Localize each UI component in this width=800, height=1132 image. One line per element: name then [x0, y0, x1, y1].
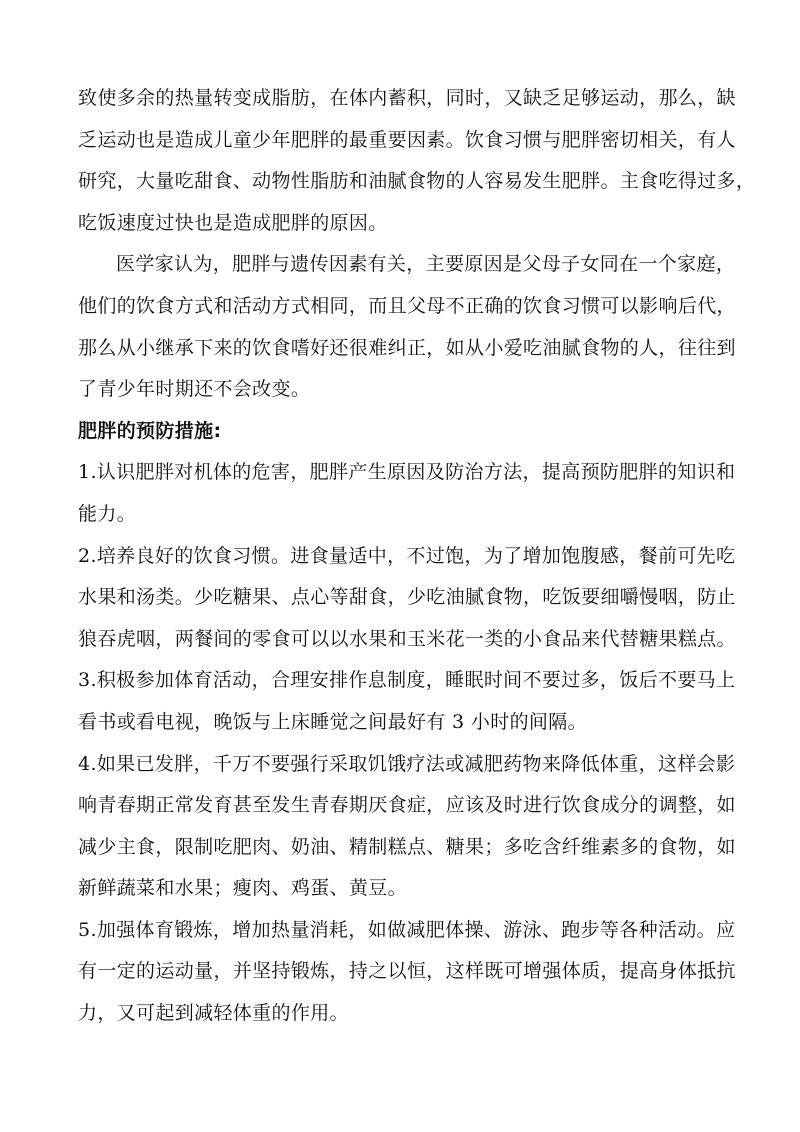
text-line: 研究，大量吃甜食、动物性脂肪和油腻食物的人容易发生肥胖。主食吃得过多， — [78, 170, 756, 193]
text-line: 致使多余的热量转变成脂肪，在体内蓄积，同时，又缺乏足够运动，那么，缺 — [78, 87, 736, 109]
text-line: 4.如果已发胖，千万不要强行采取饥饿疗法或减肥药物来降低体重，这样会影 — [78, 752, 736, 775]
text-line: 力，又可起到减轻体重的作用。 — [78, 1002, 349, 1025]
document-body — [78, 78, 756, 1035]
text-line: 看书或看电视，晚饭与上床睡觉之间最好有 3 小时的间隔。 — [78, 710, 587, 733]
text-line: 吃饭速度过快也是造成肥胖的原因。 — [78, 211, 388, 234]
section-heading: 肥胖的预防措施: — [78, 419, 222, 442]
measure-item-4 — [78, 744, 736, 910]
text-line: 1.认识肥胖对机体的危害，肥胖产生原因及防治方法，提高预防肥胖的知识和 — [78, 461, 736, 484]
text-line: 那么从小继承下来的饮食嗜好还很难纠正，如从小爱吃油腻食物的人，往往到 — [78, 336, 736, 359]
measure-item-1 — [78, 452, 736, 535]
text-line: 他们的饮食方式和活动方式相同，而且父母不正确的饮食习惯可以影响后代， — [78, 294, 736, 317]
text-line: 有一定的运动量，并坚持锻炼，持之以恒，这样既可增强体质，提高身体抵抗 — [78, 960, 736, 983]
measure-item-5 — [78, 910, 736, 1035]
paragraph-cause-heredity — [78, 244, 736, 410]
text-line: 狼吞虎咽，两餐间的零食可以以水果和玉米花一类的小食品来代替糖果糕点。 — [78, 627, 736, 650]
text-line: 医学家认为，肥胖与遗传因素有关，主要原因是父母子女同在一个家庭， — [116, 253, 736, 276]
text-line: 5.加强体育锻炼，增加热量消耗，如做减肥体操、游泳、跑步等各种活动。应 — [78, 918, 736, 941]
text-line: 水果和汤类。少吃糖果、点心等甜食，少吃油腻食物，吃饭要细嚼慢咽，防止 — [78, 586, 736, 609]
text-line: 新鲜蔬菜和水果；瘦肉、鸡蛋、黄豆。 — [78, 877, 407, 900]
text-line: 了青少年时期还不会改变。 — [78, 378, 311, 401]
text-line: 2.培养良好的饮食习惯。进食量适中，不过饱，为了增加饱腹感，餐前可先吃 — [78, 544, 736, 567]
text-line: 能力。 — [78, 502, 137, 525]
paragraph-cause-diet — [78, 78, 756, 244]
text-line: 3.积极参加体育活动，合理安排作息制度，睡眠时间不要过多，饭后不要马上 — [78, 669, 736, 692]
text-line: 响青春期正常发育甚至发生青春期厌食症，应该及时进行饮食成分的调整，如 — [78, 794, 736, 817]
text-line: 乏运动也是造成儿童少年肥胖的最重要因素。饮食习惯与肥胖密切相关，有人 — [78, 128, 736, 151]
measure-item-3 — [78, 660, 736, 743]
measure-item-2 — [78, 536, 736, 661]
text-line: 减少主食，限制吃肥肉、奶油、精制糕点、糖果；多吃含纤维素多的食物，如 — [78, 835, 736, 858]
